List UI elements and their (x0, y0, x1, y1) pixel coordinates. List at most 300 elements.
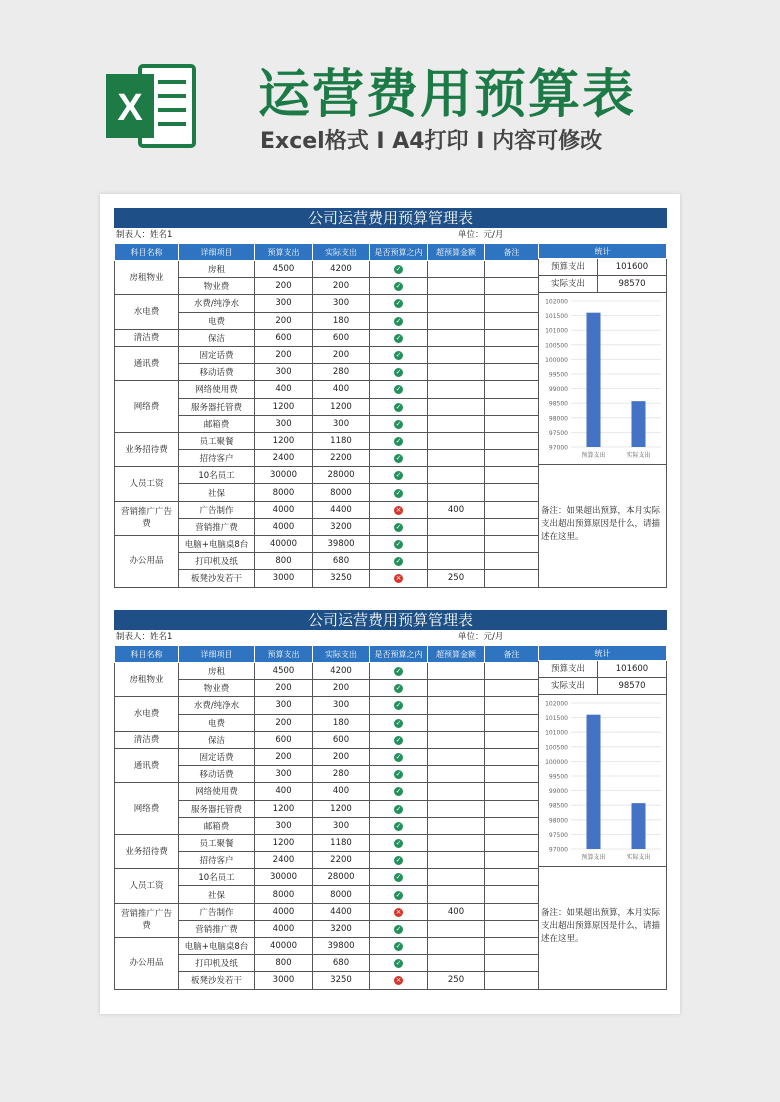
category-cell: 营销推广广告费 (115, 501, 179, 535)
actual-cell: 3250 (313, 570, 370, 587)
unit-label: 单位：元/月 (458, 632, 504, 642)
table-row (115, 800, 539, 817)
table-row (115, 278, 539, 295)
actual-cell: 680 (313, 955, 370, 972)
stats-panel (538, 243, 667, 588)
stat-label: 预算支出 (539, 259, 598, 275)
check-circle-icon: ✓ (395, 684, 402, 693)
item-cell: 营销推广费 (179, 518, 255, 535)
check-circle-icon: ✓ (395, 804, 402, 813)
actual-cell: 180 (313, 714, 370, 731)
item-cell: 电费 (179, 714, 255, 731)
over-amount-cell (428, 834, 485, 851)
status-cell (370, 869, 428, 886)
item-cell: 广告制作 (179, 501, 255, 518)
check-circle-icon: ✓ (395, 770, 402, 779)
actual-cell: 280 (313, 364, 370, 381)
item-cell: 服务器托管费 (179, 800, 255, 817)
budget-cell: 4500 (255, 261, 313, 278)
status-cell (370, 432, 428, 449)
check-circle-icon: ✓ (395, 942, 402, 951)
category-cell: 通讯费 (115, 748, 179, 782)
budget-cell: 2400 (255, 852, 313, 869)
over-amount-cell (428, 467, 485, 484)
remark-cell (485, 398, 539, 415)
remark-cell (485, 553, 539, 570)
remark-cell (485, 955, 539, 972)
sheet-title: 公司运营费用预算管理表 (114, 610, 667, 630)
status-cell (370, 312, 428, 329)
status-cell (370, 748, 428, 765)
table-row (115, 731, 539, 748)
category-cell: 营销推广广告费 (115, 903, 179, 937)
table-row (115, 697, 539, 714)
item-cell: 10名员工 (179, 869, 255, 886)
column-header: 详细项目 (179, 646, 255, 663)
status-cell (370, 766, 428, 783)
bar (632, 401, 646, 447)
table-row (115, 432, 539, 449)
status-cell (370, 955, 428, 972)
remark-cell (485, 518, 539, 535)
status-cell (370, 731, 428, 748)
over-amount-cell (428, 869, 485, 886)
budget-cell: 300 (255, 364, 313, 381)
check-circle-icon: ✓ (395, 701, 402, 710)
category-cell: 办公用品 (115, 536, 179, 588)
item-cell: 水费/纯净水 (179, 295, 255, 312)
table-row (115, 553, 539, 570)
stat-value: 98570 (618, 279, 646, 289)
remark-cell (485, 261, 539, 278)
chart-box (538, 695, 667, 867)
bar (632, 803, 646, 849)
over-amount-cell (428, 398, 485, 415)
status-cell (370, 467, 428, 484)
budget-cell: 30000 (255, 869, 313, 886)
remark-cell (485, 697, 539, 714)
category-cell: 清洁费 (115, 329, 179, 346)
budget-cell: 400 (255, 783, 313, 800)
y-tick-label: 99000 (548, 386, 568, 394)
table-row (115, 886, 539, 903)
column-header: 科目名称 (115, 646, 179, 663)
budget-cell: 8000 (255, 484, 313, 501)
paper-preview (100, 194, 680, 1014)
check-circle-icon: ✓ (395, 265, 402, 274)
table-row (115, 312, 539, 329)
note-text: 备注：如果超出预算，本月实际支出超出预算原因是什么，请描述在这里。 (538, 867, 667, 990)
budget-cell: 800 (255, 955, 313, 972)
column-header: 预算支出 (255, 646, 313, 663)
actual-cell: 680 (313, 553, 370, 570)
over-amount-cell (428, 364, 485, 381)
actual-cell: 3250 (313, 972, 370, 989)
budget-cell: 2400 (255, 450, 313, 467)
actual-cell: 280 (313, 766, 370, 783)
status-cell (370, 972, 428, 989)
actual-cell: 180 (313, 312, 370, 329)
category-cell: 房租物业 (115, 261, 179, 295)
banner (0, 0, 780, 192)
status-cell (370, 800, 428, 817)
column-header: 预算支出 (255, 244, 313, 261)
remark-cell (485, 938, 539, 955)
item-cell: 广告制作 (179, 903, 255, 920)
table-row (115, 450, 539, 467)
item-cell: 移动话费 (179, 364, 255, 381)
check-circle-icon: ✓ (395, 351, 402, 360)
actual-cell: 300 (313, 415, 370, 432)
check-circle-icon: ✓ (395, 718, 402, 727)
budget-cell: 300 (255, 415, 313, 432)
category-cell: 通讯费 (115, 346, 179, 380)
column-header: 是否预算之内 (370, 646, 428, 663)
item-cell: 保洁 (179, 731, 255, 748)
budget-cell: 40000 (255, 938, 313, 955)
item-cell: 招待客户 (179, 852, 255, 869)
remark-cell (485, 800, 539, 817)
item-cell: 电费 (179, 312, 255, 329)
actual-cell: 2200 (313, 852, 370, 869)
actual-cell: 28000 (313, 467, 370, 484)
stat-row (538, 276, 667, 293)
check-circle-icon: ✓ (395, 436, 402, 445)
stat-label: 实际支出 (539, 678, 598, 694)
status-cell (370, 817, 428, 834)
page-title: 运营费用预算表 (258, 65, 637, 125)
item-cell: 保洁 (179, 329, 255, 346)
budget-cell: 4500 (255, 663, 313, 680)
budget-cell: 1200 (255, 398, 313, 415)
over-amount-cell (428, 312, 485, 329)
budget-cell: 3000 (255, 972, 313, 989)
over-amount-cell (428, 748, 485, 765)
budget-cell: 800 (255, 553, 313, 570)
stat-value: 98570 (618, 681, 646, 691)
check-circle-icon: ✓ (395, 959, 402, 968)
remark-cell (485, 869, 539, 886)
check-circle-icon: ✓ (395, 787, 402, 796)
check-circle-icon: ✓ (395, 735, 402, 744)
table-header-row (115, 646, 539, 663)
over-amount-cell (428, 432, 485, 449)
budget-cell: 200 (255, 346, 313, 363)
stats-header: 统计 (538, 645, 667, 661)
table-row (115, 680, 539, 697)
over-amount-cell (428, 261, 485, 278)
remark-cell (485, 450, 539, 467)
item-cell: 房租 (179, 663, 255, 680)
remark-cell (485, 663, 539, 680)
remark-cell (485, 570, 539, 587)
column-header: 实际支出 (313, 244, 370, 261)
over-amount-cell (428, 518, 485, 535)
table-row (115, 766, 539, 783)
status-cell (370, 714, 428, 731)
budget-cell: 300 (255, 766, 313, 783)
item-cell: 邮箱费 (179, 415, 255, 432)
over-amount-cell (428, 783, 485, 800)
x-circle-icon: × (395, 976, 402, 985)
over-amount-cell: 250 (428, 972, 485, 989)
y-tick-label: 97000 (548, 846, 568, 854)
actual-cell: 1200 (313, 800, 370, 817)
remark-cell (485, 920, 539, 937)
actual-cell: 3200 (313, 518, 370, 535)
category-cell: 网络费 (115, 783, 179, 835)
over-amount-cell (428, 920, 485, 937)
y-tick-label: 97500 (548, 831, 568, 839)
bar (587, 313, 601, 447)
actual-cell: 600 (313, 329, 370, 346)
check-circle-icon: ✓ (395, 821, 402, 830)
over-amount-cell (428, 553, 485, 570)
item-cell: 移动话费 (179, 766, 255, 783)
actual-cell: 600 (313, 731, 370, 748)
y-tick-label: 97500 (548, 429, 568, 437)
actual-cell: 200 (313, 680, 370, 697)
table-row (115, 920, 539, 937)
table-row (115, 714, 539, 731)
remark-cell (485, 817, 539, 834)
y-tick-label: 98000 (548, 415, 568, 423)
y-tick-label: 97000 (548, 444, 568, 452)
item-cell: 10名员工 (179, 467, 255, 484)
column-header: 实际支出 (313, 646, 370, 663)
check-circle-icon: ✓ (395, 282, 402, 291)
actual-cell: 1200 (313, 398, 370, 415)
status-cell (370, 346, 428, 363)
status-cell (370, 484, 428, 501)
y-tick-label: 98500 (548, 400, 568, 408)
table-row (115, 467, 539, 484)
meta-row (114, 228, 667, 244)
over-amount-cell: 400 (428, 501, 485, 518)
table-row (115, 783, 539, 800)
remark-cell (485, 972, 539, 989)
bar-chart (539, 695, 666, 865)
remark-cell (485, 766, 539, 783)
category-cell: 网络费 (115, 381, 179, 433)
table-row (115, 852, 539, 869)
status-cell (370, 398, 428, 415)
remark-cell (485, 295, 539, 312)
actual-cell: 2200 (313, 450, 370, 467)
actual-cell: 300 (313, 295, 370, 312)
column-header: 备注 (485, 646, 539, 663)
item-cell: 板凳沙发若干 (179, 972, 255, 989)
item-cell: 网络使用费 (179, 381, 255, 398)
column-header: 科目名称 (115, 244, 179, 261)
check-circle-icon: ✓ (395, 540, 402, 549)
over-amount-cell (428, 714, 485, 731)
budget-cell: 300 (255, 697, 313, 714)
budget-cell: 30000 (255, 467, 313, 484)
check-circle-icon: ✓ (395, 856, 402, 865)
check-circle-icon: ✓ (395, 890, 402, 899)
y-tick-label: 102000 (545, 700, 568, 708)
status-cell (370, 783, 428, 800)
remark-cell (485, 415, 539, 432)
remark-cell (485, 748, 539, 765)
item-cell: 固定话费 (179, 748, 255, 765)
check-circle-icon: ✓ (395, 488, 402, 497)
item-cell: 电脑+电脑桌8台 (179, 536, 255, 553)
item-cell: 打印机及纸 (179, 955, 255, 972)
item-cell: 打印机及纸 (179, 553, 255, 570)
budget-cell: 400 (255, 381, 313, 398)
stat-row (538, 678, 667, 695)
unit-label: 单位：元/月 (458, 230, 504, 240)
bar (587, 715, 601, 849)
status-cell (370, 415, 428, 432)
check-circle-icon: ✓ (395, 838, 402, 847)
table-row (115, 955, 539, 972)
y-tick-label: 99500 (548, 773, 568, 781)
item-cell: 社保 (179, 484, 255, 501)
status-cell (370, 536, 428, 553)
x-circle-icon: × (395, 505, 402, 514)
actual-cell: 4200 (313, 261, 370, 278)
over-amount-cell (428, 329, 485, 346)
table-row (115, 663, 539, 680)
over-amount-cell (428, 800, 485, 817)
over-amount-cell: 250 (428, 570, 485, 587)
check-circle-icon: ✓ (395, 333, 402, 342)
y-tick-label: 102000 (545, 298, 568, 306)
table-row (115, 570, 539, 587)
budget-table (114, 645, 539, 990)
table-row (115, 398, 539, 415)
status-cell (370, 938, 428, 955)
table-row (115, 903, 539, 920)
y-tick-label: 100500 (545, 342, 568, 350)
item-cell: 邮箱费 (179, 817, 255, 834)
status-cell (370, 852, 428, 869)
remark-cell (485, 714, 539, 731)
over-amount-cell (428, 663, 485, 680)
table-row (115, 484, 539, 501)
over-amount-cell (428, 450, 485, 467)
status-cell (370, 518, 428, 535)
actual-cell: 3200 (313, 920, 370, 937)
remark-cell (485, 536, 539, 553)
y-tick-label: 99000 (548, 788, 568, 796)
category-cell: 业务招待费 (115, 432, 179, 466)
check-circle-icon: ✓ (395, 924, 402, 933)
preparer-label: 制表人：姓名1 (116, 632, 173, 642)
actual-cell: 4200 (313, 663, 370, 680)
check-circle-icon: ✓ (395, 522, 402, 531)
remark-cell (485, 364, 539, 381)
table-row (115, 295, 539, 312)
actual-cell: 28000 (313, 869, 370, 886)
status-cell (370, 329, 428, 346)
actual-cell: 200 (313, 748, 370, 765)
over-amount-cell (428, 766, 485, 783)
column-header: 超预算金额 (428, 244, 485, 261)
check-circle-icon: ✓ (395, 316, 402, 325)
y-tick-label: 101000 (545, 327, 568, 335)
remark-cell (485, 783, 539, 800)
x-tick-label: 预算支出 (581, 452, 606, 459)
category-cell: 业务招待费 (115, 834, 179, 868)
over-amount-cell (428, 697, 485, 714)
budget-cell: 1200 (255, 834, 313, 851)
check-circle-icon: ✓ (395, 454, 402, 463)
note-text: 备注：如果超出预算，本月实际支出超出预算原因是什么，请描述在这里。 (538, 465, 667, 588)
chart-box (538, 293, 667, 465)
table-row (115, 817, 539, 834)
table-row (115, 501, 539, 518)
stat-label: 实际支出 (539, 276, 598, 292)
actual-cell: 400 (313, 783, 370, 800)
remark-cell (485, 680, 539, 697)
stats-panel (538, 645, 667, 990)
table-row (115, 869, 539, 886)
remark-cell (485, 329, 539, 346)
budget-cell: 600 (255, 731, 313, 748)
y-tick-label: 100500 (545, 744, 568, 752)
status-cell (370, 886, 428, 903)
remark-cell (485, 381, 539, 398)
excel-icon (102, 58, 198, 154)
budget-sheet (114, 208, 667, 585)
y-tick-label: 100000 (545, 758, 568, 766)
preparer-label: 制表人：姓名1 (116, 230, 173, 240)
item-cell: 物业费 (179, 278, 255, 295)
actual-cell: 8000 (313, 886, 370, 903)
stats-header: 统计 (538, 243, 667, 259)
budget-cell: 1200 (255, 800, 313, 817)
actual-cell: 39800 (313, 938, 370, 955)
remark-cell (485, 903, 539, 920)
remark-cell (485, 852, 539, 869)
page-subtitle: Excel格式 I A4打印 I 内容可修改 (260, 129, 603, 154)
item-cell: 物业费 (179, 680, 255, 697)
y-tick-label: 99500 (548, 371, 568, 379)
budget-cell: 200 (255, 312, 313, 329)
budget-cell: 4000 (255, 903, 313, 920)
column-header: 备注 (485, 244, 539, 261)
over-amount-cell (428, 955, 485, 972)
budget-cell: 4000 (255, 501, 313, 518)
status-cell (370, 920, 428, 937)
table-row (115, 261, 539, 278)
item-cell: 服务器托管费 (179, 398, 255, 415)
item-cell: 员工聚餐 (179, 834, 255, 851)
check-circle-icon: ✓ (395, 873, 402, 882)
x-tick-label: 实际支出 (626, 452, 651, 459)
remark-cell (485, 834, 539, 851)
over-amount-cell (428, 536, 485, 553)
actual-cell: 4400 (313, 903, 370, 920)
x-circle-icon: × (395, 574, 402, 583)
budget-cell: 8000 (255, 886, 313, 903)
actual-cell: 400 (313, 381, 370, 398)
status-cell (370, 903, 428, 920)
category-cell: 人员工资 (115, 467, 179, 501)
item-cell: 网络使用费 (179, 783, 255, 800)
actual-cell: 1180 (313, 432, 370, 449)
budget-cell: 200 (255, 714, 313, 731)
status-cell (370, 834, 428, 851)
over-amount-cell: 400 (428, 903, 485, 920)
item-cell: 板凳沙发若干 (179, 570, 255, 587)
over-amount-cell (428, 295, 485, 312)
table-row (115, 329, 539, 346)
